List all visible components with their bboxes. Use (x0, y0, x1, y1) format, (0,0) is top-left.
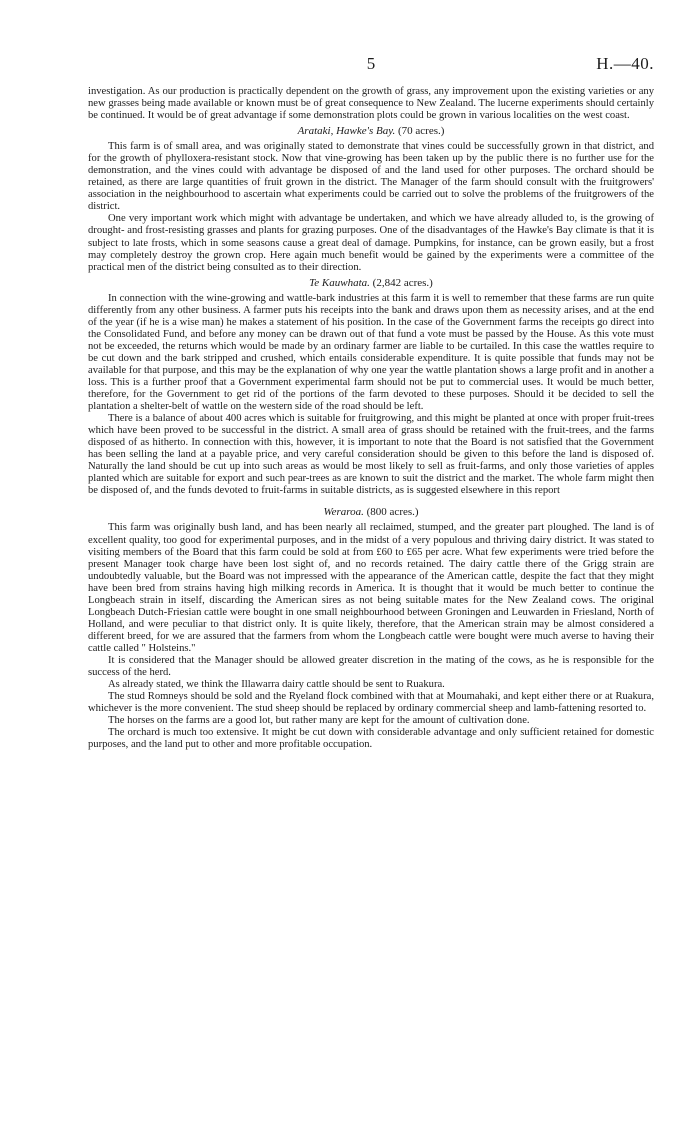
body-paragraph: The orchard is much too extensive. It might be cut down with considerable advantage and only sufficient retained for domestic purposes, and the land put to other and more profitable occupation. (88, 727, 654, 751)
body-paragraph: It is considered that the Manager should be allowed greater discretion in the mating of the cows, as he is responsible for the success of the herd. (88, 654, 654, 679)
section-heading-arataki (88, 125, 654, 138)
body-paragraph: This farm is of small area, and was originally stated to demonstrate that vines could be successfully grown in that district, and for the growth of phylloxera-resistant stock. Now that vine-growing has been taken up by the public there is no further use for the demonstration, and the vines could with advantage be disposed of and the land used for other purposes. The orchard should be retained, as there are large quantities of fruit grown in the district. The Manager of the farm should consult with the fruitgrowers' association in the neighbourhood to ascertain what experiments could be carried out to solve the problems of the fruitgrowers of the district. (88, 141, 654, 213)
body-paragraph: One very important work which might with advantage be undertaken, and which we have already alluded to, is the growing of drought- and frost-resisting grasses and plants for grazing purposes. One of the disadvantages of the Hawke's Bay climate is that it is subject to late frosts, which in some seasons cause a great deal of damage. Pumpkins, for instance, can be grown easily, but a frost may completely destroy the grown crop. Here again much benefit would be gained by the experiments were a committee of the practical men of the district being consulted as to their direction. (88, 213, 654, 273)
body-paragraph: The horses on the farms are a good lot, but rather many are kept for the amount of cultivation done. (108, 715, 530, 727)
body-paragraph: In connection with the wine-growing and wattle-bark industries at this farm it is well to remember that these farms are run quite differently from any other business. A farmer puts his receipts into the bank and draws upon them as necessity arises, and at the end of the year (if he is a wise man) he makes a statement of his position. In the case of the Government farms the receipts go direct into the Consolidated Fund, and before any money can be drawn out of that fund a vote must be passed by the House. As this vote must not be exceeded, the returns which would be made by an ordinary farmer are liable to be curtailed. In this case the wattles require to be cut down and the bark stripped and crushed, which entails considerable expenditure. It is quite possible that funds may not be available for that purpose, and this may be the explanation of why one year the wattle plantation shows a large profit and in another a loss. This is a further proof that a Government experimental farm should not be put to commercial uses. It would be much better, therefore, for the Government to get rid of the portions of the farm devoted to these purposes. Should it be decided to sell the plantation a shelter-belt of wattle on the western side of the road should be left. (88, 292, 654, 413)
page-number: 5 (366, 54, 376, 73)
section-heading-weraroa (88, 506, 654, 519)
body-paragraph: This farm was originally bush land, and has been nearly all reclaimed, stumped, and the greater part ploughed. The land is of excellent quality, too good for experimental purposes, and in the midst of a very populous and thriving dairy district. It was stated to visiting members of the Board that this farm could be sold at from £60 to £65 per acre. What few experiments were tried before the present Manager took charge have been lost sight of, and no records retained. The dairy cattle there of the Grigg strain are undoubtedly valuable, but the Board was not impressed with the appearance of the American cattle, despite the fact that they might have been bred from strains having high milking records in America. It is thought that it would be much better to continue the Longbeach strain in itself, discarding the American sires as not being suitable mates for the New Zealand cows. The original Longbeach Dutch-Friesian cattle were bought in one small neighbourhood between Groningen and Leuwarden in Friesland, North of Holland, and were peculiar to that district only. It is quite likely, therefore, that the American strain may be almost considered a different breed, for we are assured that the farmers from whom the Longbeach cattle were bought were much averse to having their cattle called " Holsteins." (88, 522, 654, 654)
report-body (88, 86, 654, 751)
section-area: (2,842 acres.) (372, 276, 433, 289)
section-area: (800 acres.) (366, 506, 419, 519)
section-name: Weraroa. (323, 506, 364, 519)
section-name: Te Kauwhata. (309, 276, 370, 289)
body-paragraph: The stud Romneys should be sold and the Ryeland flock combined with that at Moumahaki, and kept either there or at Ruakura, whichever is the more convenient. The stud sheep should be replaced by ordinary commercial sheep and lamb-fattening resorted to. (88, 691, 654, 715)
section-area: (70 acres.) (398, 125, 445, 138)
section-name: Arataki, Hawke's Bay. (297, 125, 396, 138)
document-reference: H.—40. (596, 54, 654, 73)
body-paragraph: investigation. As our production is practically dependent on the growth of grass, any improvement upon the existing varieties or any new grasses being made available or known must be of great consequence to New Zealand. The lucerne experiments should certainly be continued. It would be of great advantage if some demonstration plots could be grown in various localities on the west coast. (88, 86, 654, 122)
section-heading-te-kauwhata (88, 277, 654, 290)
body-paragraph: There is a balance of about 400 acres which is suitable for fruitgrowing, and this might be planted at once with proper fruit-trees which have been proved to be successful in the district. A small area of grass should be retained with the fruit-trees, and the farms disposed of as hitherto. In connection with this, however, it is important to note that the Board is not satisfied that the Government has been selling the land at a payable price, and very careful consideration should be given to this before the land is disposed of. Naturally the land should be cut up into such areas as would be most likely to sell as fruit-farms, and only those varieties of apples planted which are suitable for export and such pear-trees as are known to suit the district and the market. The whole farm might then be disposed of, and the funds devoted to fruit-farms in suitable districts, as is suggested elsewhere in this report (88, 413, 654, 497)
body-paragraph: As already stated, we think the Illawarra dairy cattle should be sent to Ruakura. (108, 679, 445, 691)
page-header (88, 54, 654, 78)
